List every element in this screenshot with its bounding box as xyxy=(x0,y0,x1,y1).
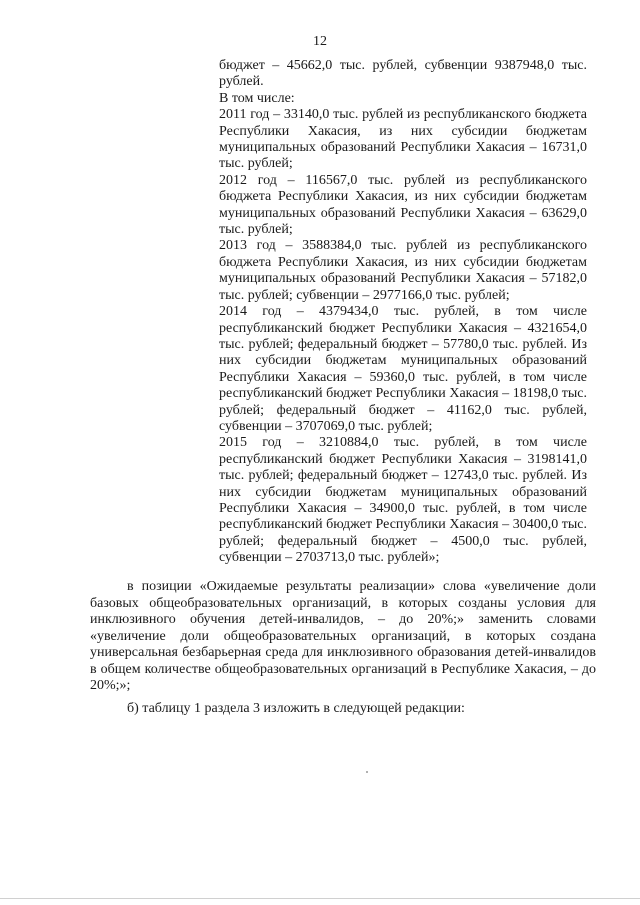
budget-line-including: В том числе: xyxy=(219,90,295,106)
main-text xyxy=(90,579,596,717)
budget-year-2011: 2011 год – 33140,0 тыс. рублей из республиканского бюджета Республики Хакасия, из них субсидии бюджетам муниципальных образований Республики Хакасия – 16731,0 тыс. рублей; xyxy=(219,107,587,172)
budget-year-2012: 2012 год – 116567,0 тыс. рублей из республиканского бюджета Республики Хакасия, из них субсидии бюджетам муниципальных образований Республики Хакасия – 63629,0 тыс. рублей; xyxy=(219,172,587,238)
page-number: 12 xyxy=(313,34,327,49)
budget-quote-block xyxy=(219,58,587,567)
budget-year-2015: 2015 год – 3210884,0 тыс. рублей, в том числе республиканский бюджет Республики Хакасия – 3198141,0 тыс. рублей; федеральный бюджет – 12743,0 тыс. рублей. Из них субсидии бюджетам муниципальных образований Республики Хакасия – 34900,0 тыс. рублей, в том числе республиканский бюджет Республики Хакасия – 30400,0 тыс. рублей; федеральный бюджет – 4500,0 тыс. рублей, субвенции – 2703713,0 тыс. рублей»; xyxy=(219,435,587,566)
page-bottom-edge xyxy=(0,898,640,899)
budget-line-intro: бюджет – 45662,0 тыс. рублей, субвенции 9387948,0 тыс. рублей. xyxy=(219,58,587,90)
budget-year-2013: 2013 год – 3588384,0 тыс. рублей из республиканского бюджета Республики Хакасия, из них субсидии бюджетам муниципальных образований Республики Хакасия – 57182,0 тыс. рублей; субвенции – 2977166,0 тыс. рублей; xyxy=(219,238,587,303)
budget-year-2014: 2014 год – 4379434,0 тыс. рублей, в том числе республиканский бюджет Республики Хакасия – 4321654,0 тыс. рублей; федеральный бюджет – 57780,0 тыс. рублей. Из них субсидии бюджетам муниципальных образований Республики Хакасия – 59360,0 тыс. рублей, в том числе республиканский бюджет Республики Хакасия – 18198,0 тыс. рублей; федеральный бюджет – 41162,0 тыс. рублей, субвенции – 3707069,0 тыс. рублей; xyxy=(219,304,587,434)
item-b-paragraph: б) таблицу 1 раздела 3 изложить в следующей редакции: xyxy=(127,700,465,716)
scan-speck xyxy=(366,771,368,773)
expected-results-paragraph: в позиции «Ожидаемые результаты реализации» слова «увеличение доли базовых общеобразовательных организаций, в которых созданы условия для инклюзивного обучения детей-инвалидов, – до 20%;» заменить словами «увеличение доли общеобразовательных организаций, в которых создана универсальная безбарьерная среда для инклюзивного образования детей-инвалидов в общем количестве общеобразовательных организаций в Республике Хакасия, – до 20%;»; xyxy=(90,579,596,693)
